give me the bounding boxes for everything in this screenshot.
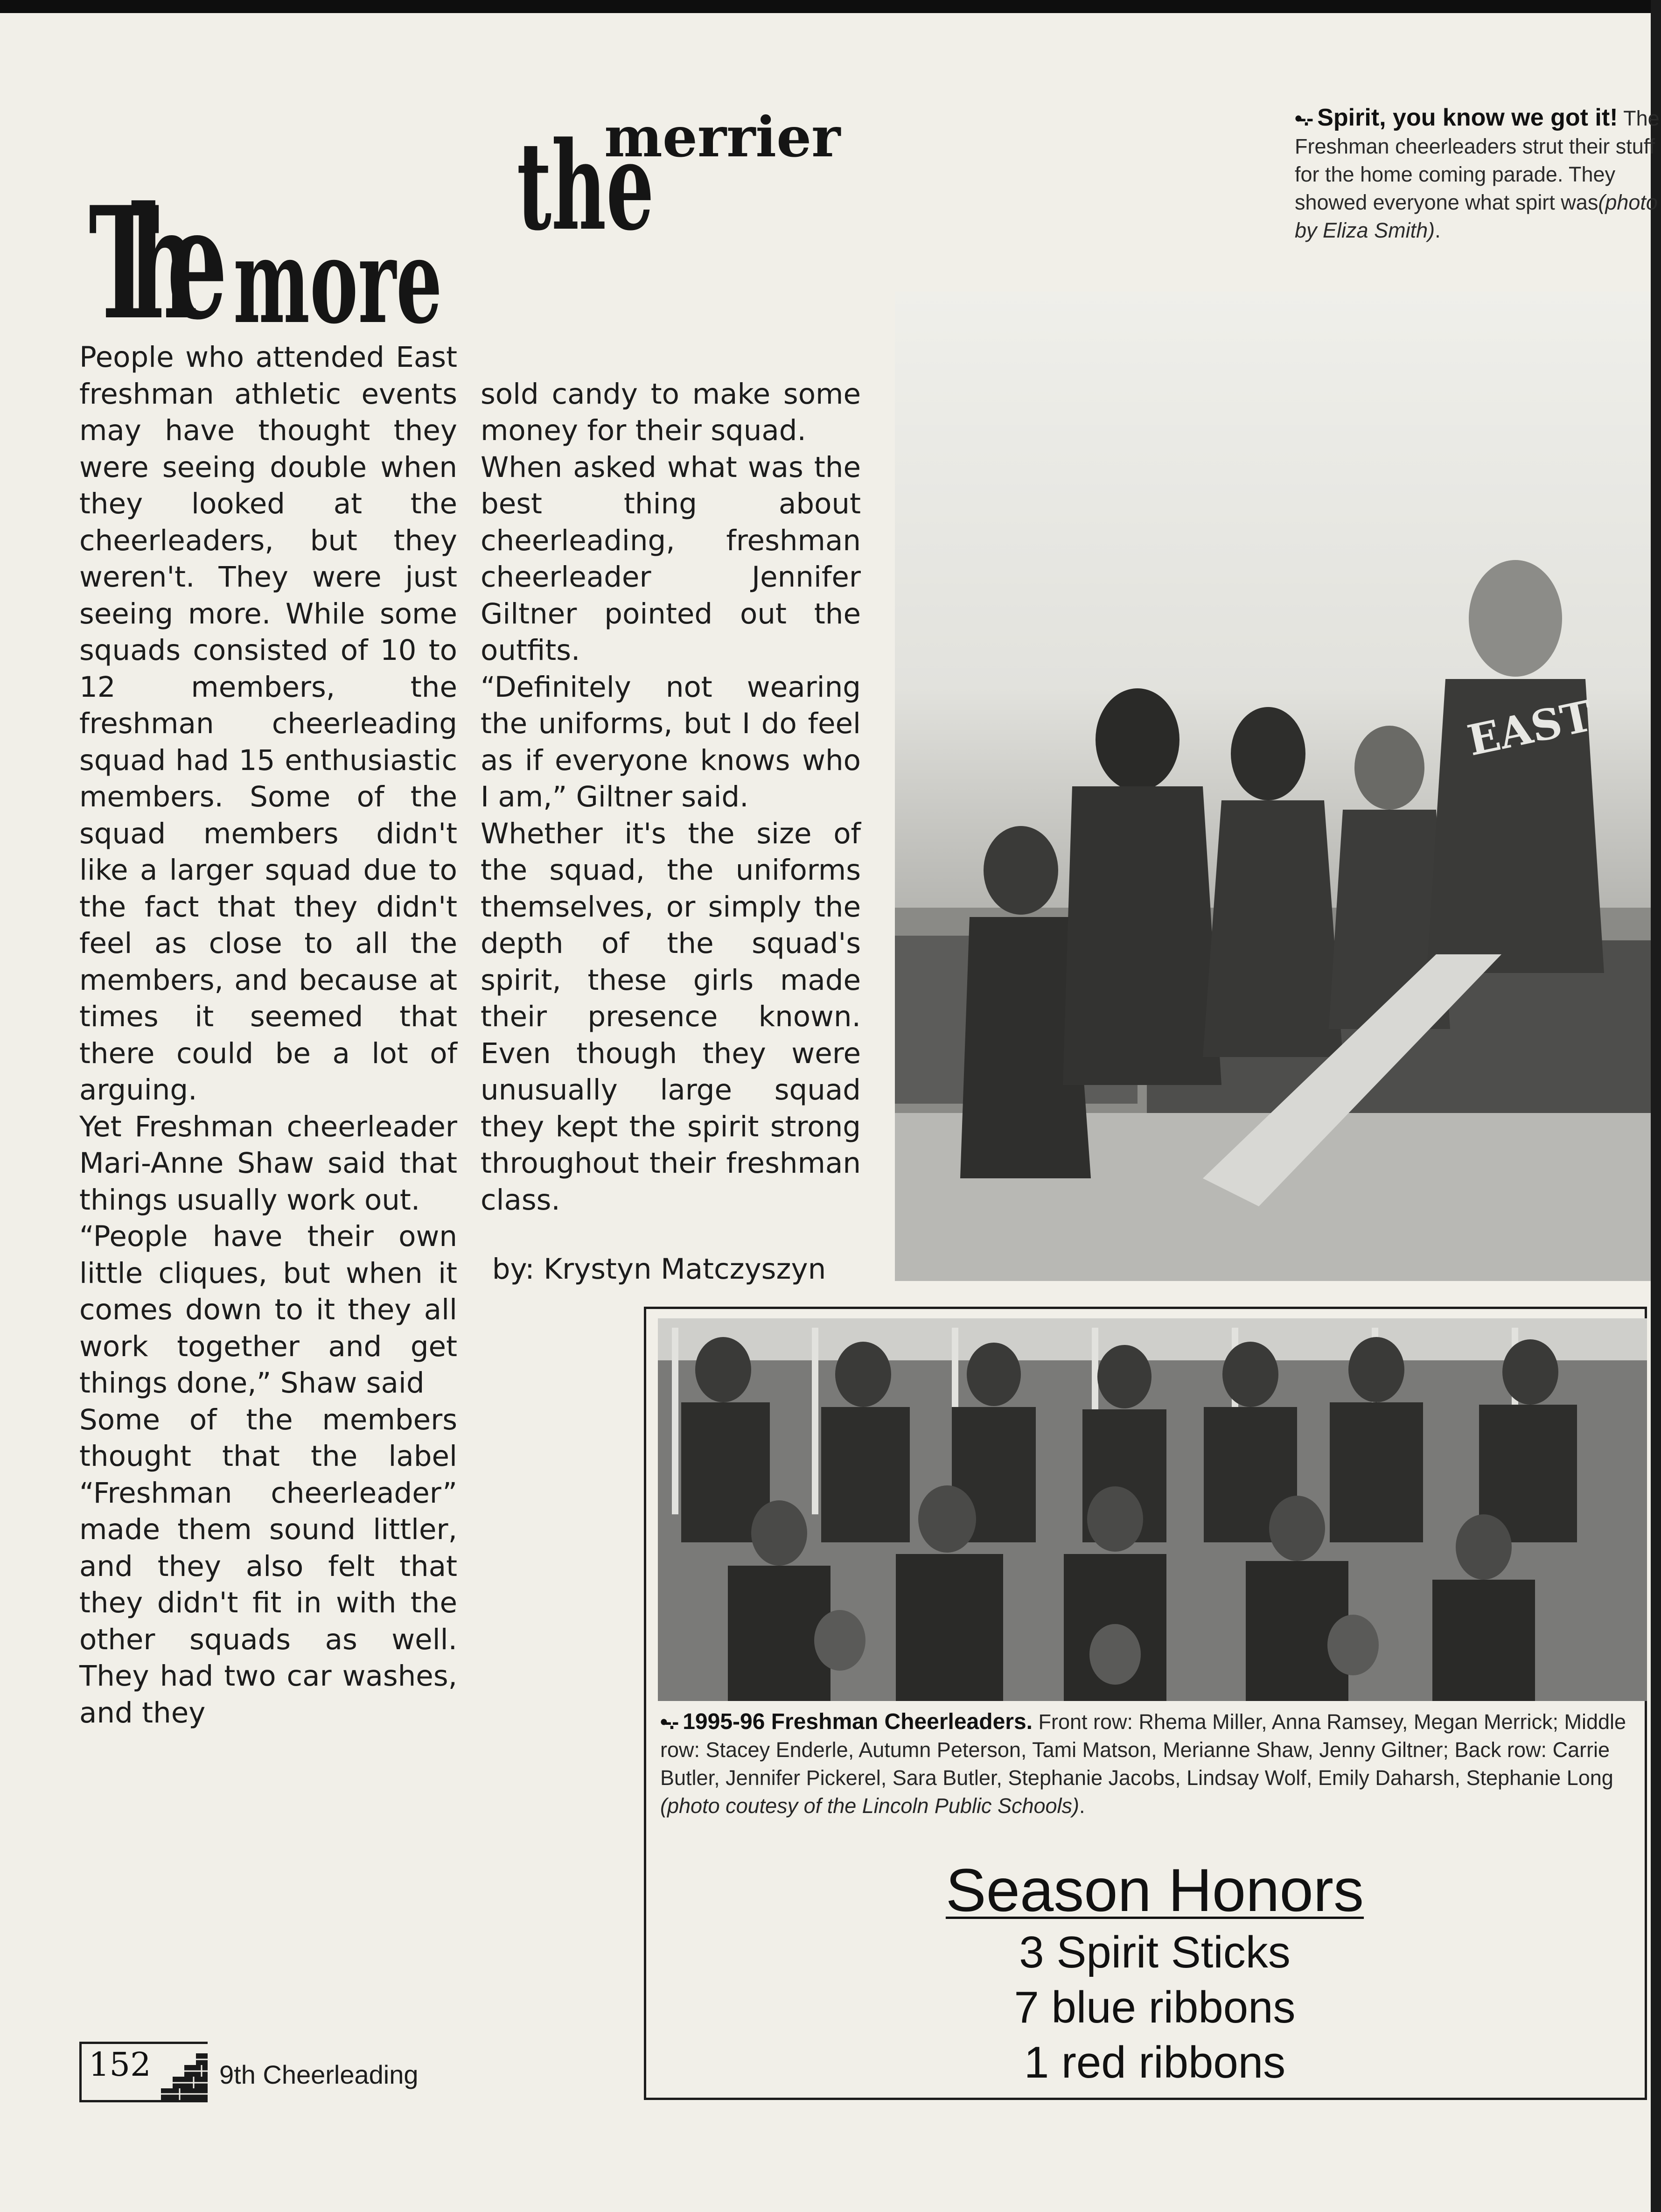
headline-art bbox=[89, 42, 882, 331]
byline-label: by: bbox=[492, 1253, 535, 1286]
uniform-lettering: EAST bbox=[1463, 691, 1597, 766]
team-caption-text: Front row: Rhema Miller, Anna Ramsey, Megan Merrick; Middle row: Stacey Enderle, Autumn Peterson, Tami Matson, Merianne Shaw, Jenny Giltner; Back row: Carrie Butler, Jennifer Pickerel, Sara Butler, Stephanie Jacobs, Lindsay Wolf, Emily Daharsh, Stephanie Long bbox=[660, 1710, 1626, 1790]
article-column-left: People who attended East freshman athletic events may have thought they were seeing double when they looked at the cheerleaders, but they weren't. They were just seeing more. While some squads consisted of 10 to 12 members, the freshman cheerleading squad had 15 enthusiastic members. Some of the squad members didn't like a larger squad due to the fact that they didn't feel as close to all the members, and because at times it seemed that there could be a lot of arguing. Yet Freshman cheerleader Mari-Anne Shaw said that things usually work out. “People have their own little cliques, but when it comes down to it they all work together and get things done,” Shaw said Some of the members thought that the label “Freshman cheerleader” made them sound littler, and they also felt that they didn't fit in with the other squads as well. They had two car washes, and they bbox=[79, 341, 457, 1729]
headline bbox=[89, 42, 882, 331]
section-label: 9th Cheerleading bbox=[219, 2060, 419, 2089]
caption-end: . bbox=[1435, 218, 1441, 242]
parade-photo-art bbox=[895, 292, 1651, 1281]
caption-bullet-icon: •-.- bbox=[1295, 106, 1311, 130]
top-border bbox=[0, 0, 1661, 13]
brick-stairs-icon bbox=[156, 2042, 210, 2102]
team-caption-end: . bbox=[1079, 1794, 1085, 1818]
caption-credit: (photo by Eliza Smith) bbox=[1295, 190, 1658, 242]
article-column-middle-text: sold candy to make some money for their squad. When asked what was the best thing about cheerleading, freshman cheerleader Jennifer Giltner pointed out the outfits. “Definitely not wearing the uniforms, but I do feel as if everyone knows who I am,” Giltner said. Whether it's the size of the squad, the uniforms themselves, or simply the depth of the squad's spirit, these girls made their presence known. Even though they were unusually large squad they kept the spirit strong throughout their freshman class. bbox=[481, 377, 861, 1217]
season-honors-list bbox=[691, 1925, 1619, 2090]
page-number: 152 bbox=[89, 2045, 151, 2084]
byline-name: Krystyn Matczyszyn bbox=[544, 1253, 826, 1286]
page-footer bbox=[79, 2042, 499, 2102]
team-caption-credit: (photo coutesy of the Lincoln Public Schools) bbox=[660, 1794, 1080, 1818]
honor-item: 7 blue ribbons bbox=[1014, 1982, 1296, 2032]
team-photo-caption bbox=[660, 1708, 1649, 1839]
right-page-edge bbox=[1651, 0, 1661, 2212]
team-photo-art bbox=[658, 1318, 1647, 1701]
parade-photo bbox=[895, 292, 1651, 1281]
honor-item: 1 red ribbons bbox=[1024, 2037, 1286, 2087]
article-column-middle bbox=[481, 339, 861, 1286]
season-honors-title: Season Honors bbox=[945, 1856, 1364, 1924]
caption-lead: Spirit, you know we got it! bbox=[1317, 104, 1618, 131]
headline-word-the: The bbox=[89, 172, 228, 331]
photo-caption-top bbox=[1295, 104, 1661, 290]
honor-item: 3 Spirit Sticks bbox=[1019, 1927, 1291, 1977]
team-photo bbox=[658, 1318, 1647, 1701]
team-caption-lead: 1995-96 Freshman Cheerleaders. bbox=[683, 1709, 1033, 1734]
byline bbox=[481, 1251, 861, 1288]
season-honors bbox=[691, 1855, 1619, 2088]
headline-word-the-2: the bbox=[516, 115, 654, 258]
headline-word-merrier: merrier bbox=[604, 105, 841, 169]
caption-text: The Freshman cheerleaders strut their stuff for the home coming parade. They showed everyone what spirt was bbox=[1295, 106, 1660, 214]
team-caption-bullet-icon: •-.- bbox=[660, 1710, 677, 1734]
headline-word-more: more bbox=[233, 213, 442, 331]
